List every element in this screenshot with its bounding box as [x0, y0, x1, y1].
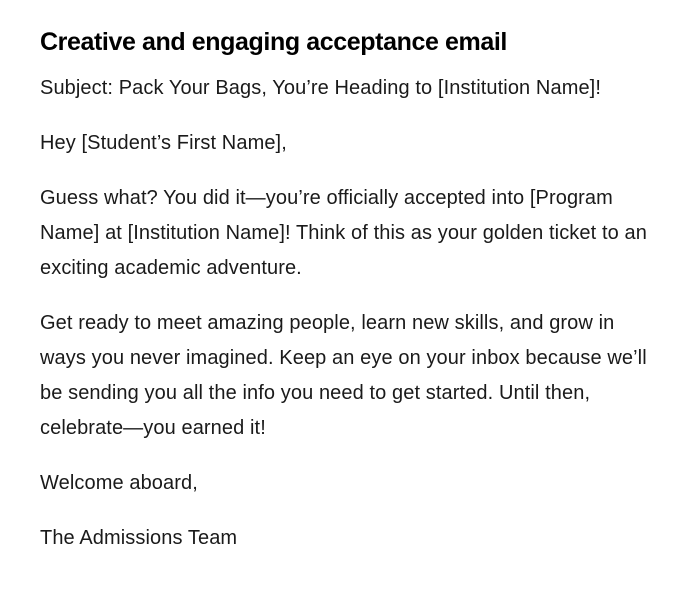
email-body-paragraph-2: Get ready to meet amazing people, learn new skills, and grow in ways you never imagined. Keep an eye on your inbox because we’ll be sending you all the info you need to get started. Until then, celebrate—you earned it!	[40, 312, 647, 439]
email-subject-line: Subject: Pack Your Bags, You’re Heading to [Institution Name]!	[40, 77, 601, 99]
email-body-paragraph-1: Guess what? You did it—you’re officially accepted into [Program Name] at [Institution Name]! Think of this as your golden ticket to an exciting academic adventure.	[40, 187, 647, 279]
email-greeting: Hey [Student’s First Name],	[40, 132, 287, 154]
document-title: Creative and engaging acceptance email	[40, 28, 507, 56]
email-signature: The Admissions Team	[40, 527, 238, 549]
email-closing: Welcome aboard,	[40, 472, 198, 494]
